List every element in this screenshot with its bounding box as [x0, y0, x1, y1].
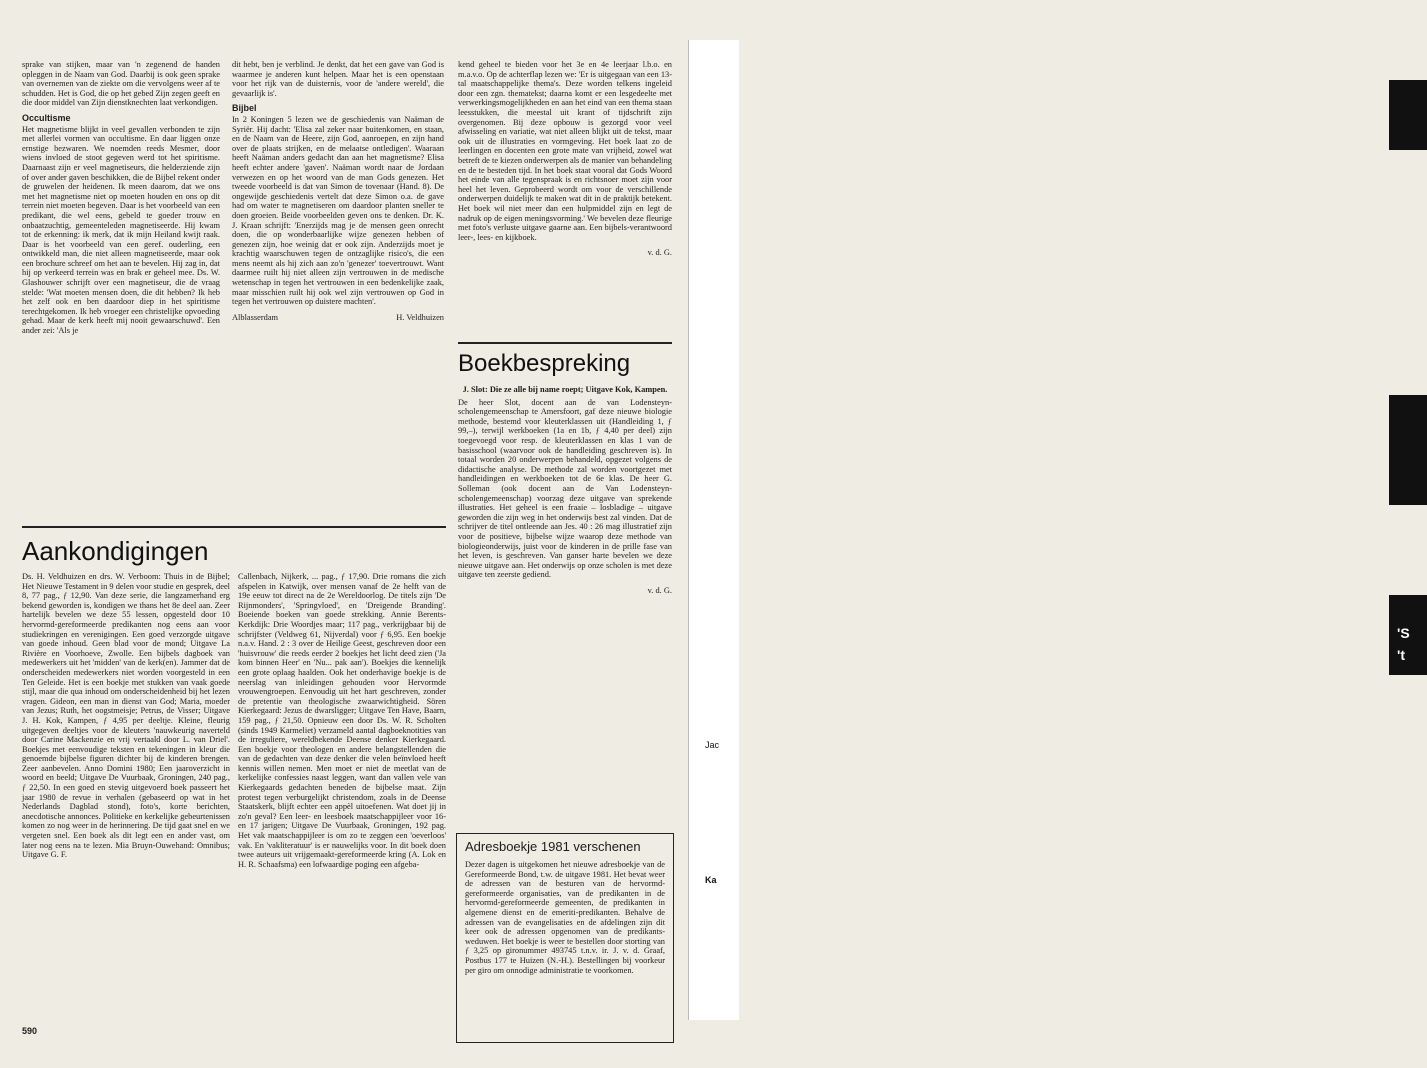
- section-divider: [458, 342, 672, 344]
- announcement-text: Callenbach, Nijkerk, ... pag., ƒ 17,90. Drie romans die zich afspelen in Katwijk, over mensen vanaf de 2e helft van de 19e eeuw tot direct na de 2e Wereldoorlog. De titels zijn 'De Rijnmonders', 'Springvloed', en 'Dreigende Branding'. Boeiende boeken van goede strekking. Annie Berents-Kerkdijk: Drie Woordjes maar; 117 pag., verkrijgbaar bij de schrijfster (Veldweg 61, Nijverdal) voor ƒ 6,95. Een boekje n.a.v. Hand. 2 : 3 over de Heilige Geest, geschreven door een 'huisvrouw' die reeds eerder 2 boekjes het licht deed zien ('Ja kom binnen Heer' en 'Nu... pak aan'). Boekjes die kennelijk een grote oplaag haalden. Ook het onderhavige boekje is de neerslag van inleidingen gehouden voor Hervormde vrouwengroepen. Eenvoudig uit het hart geschreven, zonder de pretentie van theologische zwaarwichtigheid. Sören Kierkegaard: Jezus de dwarsligger; Uitgave Ten Have, Baarn, 159 pag., ƒ 21,50. Opnieuw een door Ds. W. R. Scholten (sinds 1949 Karmeliet) verzameld aantal dagboeknotities van de irreguliere, wereldbekende Deense denker Kierkegaard. Een boekje voor theologen en andere belangstellenden die van de gedachten van deze denker die velen beïnvloed heeft kennis willen nemen. Men moet er niet de meetlat van de kerkelijke confessies naast leggen, want dan vallen vele van Kierkegaards gedachten beneden de bijbelse maat. Zijn protest tegen verburgelijkt christendom, zoals in de Deense Staatskerk, blijft echter een appèl uitoefenen. Wat doet jij in zo'n geval? Een leer- en leesboek maatschappijleer voor 16- en 17 jarigen; Uitgave De Vuurbaak, Groningen, 192 pag. Het vak maatschappijleer is om zo te zeggen een 'oeverloos' vak. En 'vakliteratuur' is er nauwelijks voor. In dit boek doen twee auteurs uit vrijgemaakt-gereformeerde kring (A. Lok en H. R. Schaafsma) een lofwaardige poging een afgeba-: [238, 572, 446, 869]
- article-signature: [232, 313, 444, 323]
- subheading-bijbel: Bijbel: [232, 103, 257, 114]
- book-title: J. Slot: Die ze alle bij name roept; Uitgave Kok, Kampen.: [462, 385, 668, 394]
- magazine-page: [22, 8, 682, 1048]
- section-divider: [22, 526, 446, 528]
- announcement-text: Ds. H. Veldhuizen en drs. W. Verboom: Thuis in de Bijbel; Het Nieuwe Testament in 9 delen voor studie en gesprek, deel 8, 77 pag., ƒ 12,90. Van deze serie, die langzamerhand erg bekend geworden is, kondigen we thans het 8e deel aan. Zeer hartelijk bevelen we deze 55 lessen, opgesteld door 10 hervormd-gereformeerde predikanten nog eens aan voor studiekringen en verenigingen. Een goed verzorgde uitgave van goede inhoud. Geen blad voor de mond; Uitgave La Rivière en Voorhoeve, Zwolle. Een bijbels dagboek van medewerkers uit het 'midden' van de kerk(en). Jammer dat de onderscheiden medewerkers niet worden voorgesteld in een Ten Geleide. Het is een boekje met stukken van vaak goede stijl, maar die qua inhoud om onderscheidenheid bij het lezen vragen. Gideon, een man in dienst van God; Maria, moeder van Jezus; Ruth, het oogstmeisje; Petrus, de Visser; Uitgave J. H. Kok, Kampen, ƒ 4,95 per deeltje. Kleine, fleurig uitgegeven deeltjes voor de kleuters 'nauwkeurig naverteld door Carine Mackenzie en vrij vertaald door L. van Driel'. Boekjes met eenvoudige teksten en tekeningen in kleur die genoemde bijbelse figuren dichter bij de kinderen brengen. Zeer aanbevelen. Anno Domini 1980; Een jaaroverzicht in woord en beeld; Uitgave De Vuurbaak, Groningen, 240 pag., ƒ 22,50. In een goed en stevig uitgevoerd boek passeert het jaar 1980 de revue in verhalen (gebaseerd op wat in het Nederlands Dagblad stond), foto's, korte berichten, anecdotische annonces. Politieke en kerkelijke gebeurtenissen komen zo nog weer in de herinnering. De tijd gaat snel en we vergeten snel. Een boek als dit legt een en ander vast, om later nog eens na te lezen. Mia Bruyn-Ouwehand: Omnibus; Uitgave G. F.: [22, 572, 230, 860]
- adjacent-black-block: [1389, 80, 1427, 150]
- article-paragraph: In 2 Koningen 5 lezen we de geschiedenis van Naäman de Syriër. Hij dacht: 'Elisa zal zeker naar buitenkomen, en staan, en de Naam van de Heere, zijn God, aanroepen, en zijn hand over de plaats strijken, en de melaatse ontledigen'. Waaraan heeft Naäman anders gedacht dan aan het magnetisme? Elisa heeft echter andere 'gaven'. Naäman wordt naar de Jordaan verwezen en op het woord van de man Gods genezen. Het tweede voorbeeld is dat van Simon de tovenaar (Hand. 8). De ongewijde geschiedenis vertelt dat deze Simon o.a. de gave had om water te magnetiseren om daardoor planten sneller te doen groeien. Beide voorbeelden geven ons te denken. Dr. K. J. Kraan schrijft: 'Enerzijds mag je de mensen geen onrecht doen, die op wonderbaarlijke wijze genezen hebben of genezen zijn, hoe weinig dat er ook zijn. Anderzijds moet je krachtig waarschuwen tegen de ontzaglijke risico's, die een mens neemt als hij zich aan zo'n 'genezer' toevertrouwt. Want daarmee ruilt hij niet alleen zijn vertrouwen in de medische wetenschap in tegen het vertrouwen in een bedenkelijke zaak, maar misschien ruilt hij ook wel zijn vertrouwen op God in tegen het vertrouwen op duistere machten'.: [232, 114, 444, 307]
- boekbespreking-section: [458, 383, 672, 595]
- adjacent-black-block: [1389, 595, 1427, 675]
- edge-fragment: 't: [1397, 647, 1405, 663]
- column-1-article: [22, 60, 220, 338]
- aankondigingen-column-1: [22, 572, 230, 862]
- column-3-review: [458, 60, 672, 258]
- adresboekje-box: [456, 833, 674, 1043]
- aankondigingen-heading: Aankondigingen: [22, 536, 209, 566]
- adresboekje-title: Adresboekje 1981 verschenen: [465, 839, 641, 854]
- column-2-article: [232, 60, 444, 322]
- edge-fragment: Ka: [705, 875, 717, 885]
- edge-fragment: Jac: [705, 740, 720, 750]
- edge-fragment: 'S: [1397, 625, 1410, 641]
- page-number: 590: [22, 1026, 38, 1036]
- article-paragraph: dit hebt, ben je verblind. Je denkt, dat het een gave van God is waarmee je anderen kunt helpen. Maar het is een openstaan voor het rijk van de duisternis, voor de 'andere wereld', die gevaarlijk is'.: [232, 60, 444, 98]
- adresboekje-text: Dezer dagen is uitgekomen het nieuwe adresboekje van de Gereformeerde Bond, t.w. de uitgave 1981. Het bevat weer de adressen van de besturen van de hervormd-gereformeerde organisaties, van de predikanten in de hervormd-gereformeerde gemeenten, de predikanten in algemene dienst en de emeriti-predikanten. Behalve de adressen van de evangelisaties en de afdelingen zijn dit keer ook de adressen opgenomen van de predikants-weduwen. Het boekje is weer te bestellen door storting van ƒ 3,25 op gironummer 493745 t.n.v. ir. J. v. d. Graaf, Postbus 177 te Huizen (N.-H.). Bestellingen bij voorkeur per giro om onnodige administratie te voorkomen.: [465, 860, 665, 975]
- adjacent-black-block: [1389, 395, 1427, 505]
- review-signature: v. d. G.: [647, 248, 672, 258]
- boekbespreking-heading: Boekbespreking: [458, 350, 631, 377]
- adresboekje-body: [465, 860, 665, 975]
- aankondigingen-column-2: [238, 572, 446, 871]
- review-paragraph: De heer Slot, docent aan de van Lodensteyn-scholengemeenschap te Amersfoort, gaf deze nieuwe biologie methode, bestemd voor kleuterklassen uit (Handleiding 1, ƒ 99,–), terwijl werkboeken (1a en 1b, ƒ 4,40 per deel) zijn toegevoegd voor resp. de kleuterklassen en klas 1 van de basisschool (waarvoor ook de handleiding geschreven is). In totaal worden 20 onderwerpen behandeld, opgezet volgens de didactische analyse. De methode zal worden voortgezet met handleidingen en werkboeken tot de 6e klas. De heer G. Solleman (ook docent aan de Van Lodensteyn-scholengemeenschap) voorzag deze uitgave van sprekende illustraties. Het geheel is een fraaie – losbladige – uitgave geworden die zijn weg in het onderwijs best zal vinden. Dat de schrijver de titel ontleende aan Jes. 40 : 26 mag illustratief zijn voor de positieve, bijbelse wijze waarop deze methode van biologieonderwijs, juist voor de kinderen in de prille fase van het leven, is geschreven. Van ganser harte bevelen we deze nieuwe uitgave aan. Het onderwijs op onze scholen is met deze uitgave ten zeerste gediend.: [458, 397, 672, 580]
- adjacent-page-edge: [688, 40, 1410, 1020]
- article-paragraph: Het magnetisme blijkt in veel gevallen verbonden te zijn met allerlei vormen van occultisme. En daar liggen onze ernstige bezwaren. We noemden reeds Mesmer, door wiens invloed de stoot gegeven werd tot het spiritisme. Daarnaast zijn er veel magnetiseurs, die helderziende zijn of over ander gaven beschikken, die de Bijbel rekent onder de gruwelen der heidenen. Ik meen daarom, dat we ons met het magnetisme niet op moeten houden en ons op dit terrein niet moeten begeven. Daar is het voorbeeld van een predikant, die wel eens, gebeld te goeder trouw en onbaatzuchtig, gemeenteleden magnetiseerde. Hij kwam tot de erkenning: ik merk, dat ik mijn Heiland kwijt raak. Daar is het voorbeeld van een geref. ouderling, een ontwikkeld man, die niet alleen magnetiseerde, maar ook een brochure schreef om het aan te bevelen. Hij zag in, dat hij op verkeerd terrein was en brak er geheel mee. Ds. W. Glashouwer schrijft over een magnetiseur, die de vraag stelde: 'Wat moeten mensen doen, die dit hebben? Ik heb het zelf ook en ben daardoor diep in het spiritisme terechtgekomen. Ik heb vroeger een christelijke opvoeding gehad. Maar de kerk heeft mij nooit gewaarschuwd'. Een ander zei: 'Als je: [22, 124, 220, 336]
- review-signature: v. d. G.: [647, 585, 672, 595]
- signature-place: Alblasserdam: [232, 312, 279, 322]
- review-paragraph: kend geheel te bieden voor het 3e en 4e leerjaar l.b.o. en m.a.v.o. Op de achterflap lezen we: 'Er is uitgegaan van een 13-tal maatschappelijke thema's. Deze worden telkens ingeleid door een zgn. thematekst; daarna komt er een lesgedeelte met verwerkingsmogelijkheden en aan het eind van een thema staan leesstukken, die meestal uit krant of tijdschrift zijn overgenomen. Bij deze opbouw is gezorgd voor veel afwisseling en variatie, wat niet alleen blijkt uit de tekst, maar ook uit de illustraties en vormgeving. Het boek laat zo de leerlingen en docenten een grote mate van vrijheid, zowel wat betreft de te kiezen onderwerpen als de manier van behandeling en de te besteden tijd. In het boek staat vooral dat Gods Woord het einde van alle tegenspraak is en richtsnoer moet zijn voor heel het leven. Geprobeerd wordt om voor de verschillende onderwerpen duidelijk te maken wat dit in de praktijk betekent. Het boek wil niet meer dan een hulpmiddel zijn en legt de nadruk op de eigen meningsvorming.' We bevelen deze fleurige met foto's verluste uitgave gaarne aan. Een bijbels-verantwoord leer-, lees- en kijkboek.: [458, 60, 672, 242]
- article-paragraph: sprake van stijken, maar van 'n zegenend de handen opleggen in de Naam van God. Daarbij is ook geen sprake van overnemen van de ziekte om die vervolgens weer af te schudden. Het is God, die op het gebed Zijn zegen geeft en die door middel van Zijn dienstknechten laat verkondigen.: [22, 60, 220, 108]
- signature-author: H. Veldhuizen: [396, 312, 444, 322]
- subheading-occultisme: Occultisme: [22, 112, 71, 123]
